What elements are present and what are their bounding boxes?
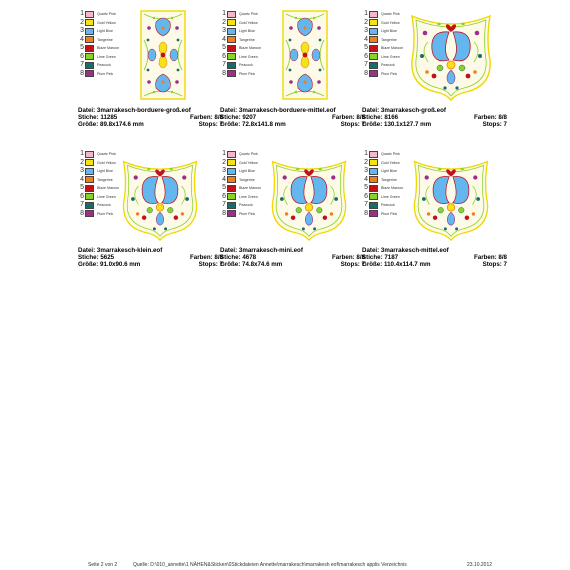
color-swatch bbox=[227, 45, 236, 52]
color-swatch bbox=[227, 176, 236, 183]
legend-color-name: Plum Pink bbox=[381, 71, 398, 76]
legend-number: 4 bbox=[80, 35, 84, 43]
shield-design-image bbox=[118, 156, 202, 242]
color-swatch bbox=[227, 193, 236, 200]
legend-number: 8 bbox=[80, 209, 84, 217]
legend-color-name: Blaze Maroon bbox=[239, 46, 262, 50]
legend-number: 2 bbox=[80, 18, 84, 26]
legend-color-name: Blaze Maroon bbox=[381, 186, 404, 190]
legend-number: 2 bbox=[222, 158, 226, 166]
legend-number: 1 bbox=[80, 150, 84, 157]
file-info bbox=[220, 107, 365, 129]
design-card bbox=[220, 150, 365, 290]
legend-color-name: Lime Green bbox=[381, 194, 400, 199]
color-swatch bbox=[227, 210, 236, 217]
legend-number: 8 bbox=[364, 69, 368, 77]
color-swatch bbox=[369, 36, 378, 43]
design-size: Größe: 74.8x74.6 mm bbox=[220, 261, 283, 269]
legend-color-name: Blaze Maroon bbox=[239, 186, 262, 190]
stop-count: Stops: 7 bbox=[198, 261, 223, 269]
legend-color-name: Blaze Maroon bbox=[97, 46, 120, 50]
file-name: Datei: 3marrakesch-mini.eof bbox=[220, 247, 303, 254]
file-name: Datei: 3marrakesch-mittel.eof bbox=[362, 247, 449, 254]
legend-color-name: Light Blue bbox=[381, 29, 397, 33]
legend-color-name: Gold Yellow bbox=[239, 160, 258, 165]
legend-number: 6 bbox=[364, 52, 368, 60]
file-name: Datei: 3marrakesch-borduere-mittel.eof bbox=[220, 107, 336, 114]
legend-number: 7 bbox=[222, 61, 226, 68]
color-swatch bbox=[227, 185, 236, 192]
file-info bbox=[362, 247, 507, 269]
stitch-count: Stiche: 4678 bbox=[220, 254, 257, 262]
legend-number: 4 bbox=[364, 35, 368, 43]
legend-color-name: Lime Green bbox=[97, 194, 116, 199]
color-swatch bbox=[369, 151, 378, 158]
legend-row bbox=[220, 70, 280, 79]
legend-color-name: Tangerine bbox=[381, 177, 397, 182]
legend-row bbox=[78, 19, 138, 28]
color-swatch bbox=[369, 19, 378, 26]
color-swatch bbox=[369, 70, 378, 77]
color-swatch bbox=[369, 193, 378, 200]
legend-color-name: Lime Green bbox=[381, 54, 400, 59]
legend-number: 2 bbox=[80, 158, 84, 166]
file-name: Datei: 3marrakesch-klein.eof bbox=[78, 247, 163, 254]
stitch-count: Stiche: 8166 bbox=[362, 114, 399, 122]
color-swatch bbox=[85, 185, 94, 192]
legend-color-name: Light Blue bbox=[239, 29, 255, 33]
color-swatch bbox=[369, 176, 378, 183]
border-design-image bbox=[140, 10, 186, 100]
color-legend bbox=[78, 10, 138, 78]
design-card bbox=[220, 10, 365, 150]
color-count: Farben: 8/8 bbox=[331, 254, 365, 262]
color-swatch bbox=[227, 53, 236, 60]
legend-number: 5 bbox=[80, 184, 84, 191]
color-swatch bbox=[369, 45, 378, 52]
color-swatch bbox=[227, 36, 236, 43]
legend-number: 8 bbox=[80, 69, 84, 77]
shield-design-image bbox=[264, 156, 354, 242]
legend-number: 1 bbox=[80, 10, 84, 17]
legend-color-name: Plum Pink bbox=[239, 211, 256, 216]
legend-row bbox=[78, 53, 138, 62]
color-count: Farben: 8/8 bbox=[473, 254, 507, 262]
legend-color-name: Tangerine bbox=[97, 177, 113, 182]
legend-color-name: Peacock bbox=[97, 63, 111, 67]
color-swatch bbox=[85, 62, 94, 69]
legend-number: 5 bbox=[364, 44, 368, 51]
legend-number: 1 bbox=[364, 10, 368, 17]
color-swatch bbox=[85, 70, 94, 77]
color-swatch bbox=[369, 28, 378, 35]
legend-color-name: Peacock bbox=[97, 203, 111, 207]
source-path: Quelle: D:\010_annette\1 NÄHEN&Sticken\0Stickdateien Annette\marrakesch\marrakesh eof\marrakesch applis Verzeichnis bbox=[133, 562, 407, 568]
legend-number: 4 bbox=[364, 175, 368, 183]
color-swatch bbox=[85, 53, 94, 60]
design-card bbox=[78, 150, 223, 290]
legend-number: 1 bbox=[222, 10, 226, 17]
legend-color-name: Light Blue bbox=[97, 169, 113, 173]
legend-number: 3 bbox=[80, 27, 84, 34]
design-size: Größe: 110.4x114.7 mm bbox=[362, 261, 431, 269]
color-swatch bbox=[85, 202, 94, 209]
legend-row bbox=[220, 27, 280, 36]
stitch-count: Stiche: 9207 bbox=[220, 114, 257, 122]
legend-number: 7 bbox=[364, 61, 368, 68]
color-swatch bbox=[227, 70, 236, 77]
date: 23.10.2012 bbox=[467, 562, 493, 568]
legend-color-name: Gold Yellow bbox=[239, 20, 258, 25]
legend-number: 2 bbox=[364, 158, 368, 166]
page-number: Seite 2 von 2 bbox=[88, 562, 118, 568]
legend-number: 6 bbox=[80, 192, 84, 200]
legend-color-name: Peacock bbox=[381, 63, 395, 67]
legend-color-name: Gold Yellow bbox=[97, 20, 116, 25]
legend-number: 4 bbox=[222, 175, 226, 183]
legend-number: 7 bbox=[80, 201, 84, 208]
legend-row bbox=[220, 10, 280, 19]
color-swatch bbox=[369, 11, 378, 18]
legend-number: 6 bbox=[222, 52, 226, 60]
color-swatch bbox=[227, 19, 236, 26]
design-card bbox=[78, 10, 223, 150]
legend-number: 3 bbox=[364, 167, 368, 174]
color-swatch bbox=[227, 28, 236, 35]
color-count: Farben: 8/8 bbox=[473, 114, 507, 122]
legend-color-name: Lime Green bbox=[239, 54, 258, 59]
legend-number: 8 bbox=[364, 209, 368, 217]
legend-number: 2 bbox=[222, 18, 226, 26]
legend-color-name: Quartz Pink bbox=[97, 12, 116, 16]
file-info bbox=[78, 107, 223, 129]
legend-color-name: Blaze Maroon bbox=[381, 46, 404, 50]
stop-count: Stops: 7 bbox=[482, 121, 507, 129]
legend-color-name: Tangerine bbox=[381, 37, 397, 42]
legend-color-name: Tangerine bbox=[97, 37, 113, 42]
design-card bbox=[362, 10, 507, 150]
file-info bbox=[362, 107, 507, 129]
border-design-image bbox=[282, 10, 328, 100]
legend-number: 7 bbox=[80, 61, 84, 68]
color-swatch bbox=[227, 11, 236, 18]
legend-color-name: Quartz Pink bbox=[381, 152, 400, 156]
legend-color-name: Plum Pink bbox=[97, 211, 114, 216]
legend-number: 6 bbox=[364, 192, 368, 200]
stop-count: Stops: 7 bbox=[340, 261, 365, 269]
color-swatch bbox=[227, 202, 236, 209]
legend-number: 3 bbox=[80, 167, 84, 174]
color-swatch bbox=[369, 159, 378, 166]
color-count: Farben: 8/8 bbox=[189, 114, 223, 122]
color-swatch bbox=[85, 28, 94, 35]
legend-number: 8 bbox=[222, 209, 226, 217]
legend-color-name: Blaze Maroon bbox=[97, 186, 120, 190]
legend-color-name: Quartz Pink bbox=[239, 12, 258, 16]
legend-number: 5 bbox=[222, 184, 226, 191]
legend-number: 4 bbox=[222, 35, 226, 43]
legend-number: 6 bbox=[222, 192, 226, 200]
legend-color-name: Light Blue bbox=[239, 169, 255, 173]
color-swatch bbox=[85, 36, 94, 43]
legend-number: 6 bbox=[80, 52, 84, 60]
stitch-count: Stiche: 5625 bbox=[78, 254, 115, 262]
legend-row bbox=[220, 61, 280, 70]
color-swatch bbox=[85, 19, 94, 26]
legend-number: 4 bbox=[80, 175, 84, 183]
shield-design-image bbox=[406, 10, 496, 102]
legend-color-name: Peacock bbox=[239, 63, 253, 67]
legend-row bbox=[78, 27, 138, 36]
color-swatch bbox=[369, 168, 378, 175]
color-swatch bbox=[85, 193, 94, 200]
color-swatch bbox=[85, 176, 94, 183]
color-swatch bbox=[369, 185, 378, 192]
color-swatch bbox=[227, 151, 236, 158]
design-size: Größe: 72.8x141.8 mm bbox=[220, 121, 286, 129]
legend-number: 5 bbox=[364, 184, 368, 191]
file-name: Datei: 3marrakesch-borduere-groß.eof bbox=[78, 107, 191, 114]
color-swatch bbox=[85, 168, 94, 175]
legend-color-name: Gold Yellow bbox=[381, 20, 400, 25]
legend-color-name: Tangerine bbox=[239, 177, 255, 182]
stitch-count: Stiche: 7187 bbox=[362, 254, 399, 262]
color-swatch bbox=[369, 210, 378, 217]
legend-color-name: Gold Yellow bbox=[97, 160, 116, 165]
color-swatch bbox=[85, 45, 94, 52]
design-size: Größe: 130.1x127.7 mm bbox=[362, 121, 432, 129]
stop-count: Stops: 7 bbox=[198, 121, 223, 129]
legend-number: 3 bbox=[222, 27, 226, 34]
color-swatch bbox=[85, 159, 94, 166]
legend-color-name: Quartz Pink bbox=[381, 12, 400, 16]
color-swatch bbox=[227, 168, 236, 175]
legend-number: 5 bbox=[222, 44, 226, 51]
legend-color-name: Light Blue bbox=[381, 169, 397, 173]
legend-color-name: Peacock bbox=[239, 203, 253, 207]
legend-color-name: Peacock bbox=[381, 203, 395, 207]
design-size: Größe: 91.0x90.6 mm bbox=[78, 261, 141, 269]
legend-color-name: Plum Pink bbox=[381, 211, 398, 216]
legend-color-name: Quartz Pink bbox=[239, 152, 258, 156]
color-swatch bbox=[369, 62, 378, 69]
legend-color-name: Lime Green bbox=[239, 194, 258, 199]
legend-row bbox=[78, 36, 138, 45]
shield-design-image bbox=[406, 156, 496, 242]
stop-count: Stops: 7 bbox=[482, 261, 507, 269]
legend-row bbox=[220, 36, 280, 45]
color-swatch bbox=[85, 151, 94, 158]
legend-number: 7 bbox=[222, 201, 226, 208]
stop-count: Stops: 7 bbox=[340, 121, 365, 129]
legend-number: 1 bbox=[364, 150, 368, 157]
legend-number: 5 bbox=[80, 44, 84, 51]
legend-row bbox=[220, 53, 280, 62]
legend-number: 1 bbox=[222, 150, 226, 157]
legend-row bbox=[220, 19, 280, 28]
color-swatch bbox=[85, 210, 94, 217]
legend-row bbox=[220, 44, 280, 53]
legend-number: 3 bbox=[222, 167, 226, 174]
legend-row bbox=[78, 61, 138, 70]
legend-number: 2 bbox=[364, 18, 368, 26]
file-name: Datei: 3marrakesch-groß.eof bbox=[362, 107, 446, 114]
legend-row bbox=[78, 10, 138, 19]
legend-color-name: Quartz Pink bbox=[97, 152, 116, 156]
design-size: Größe: 89.8x174.6 mm bbox=[78, 121, 144, 129]
legend-number: 8 bbox=[222, 69, 226, 77]
file-info bbox=[78, 247, 223, 269]
color-swatch bbox=[85, 11, 94, 18]
file-info bbox=[220, 247, 365, 269]
legend-color-name: Lime Green bbox=[97, 54, 116, 59]
color-swatch bbox=[227, 159, 236, 166]
legend-color-name: Light Blue bbox=[97, 29, 113, 33]
color-swatch bbox=[369, 53, 378, 60]
color-swatch bbox=[369, 202, 378, 209]
legend-color-name: Tangerine bbox=[239, 37, 255, 42]
legend-row bbox=[78, 70, 138, 79]
legend-color-name: Plum Pink bbox=[239, 71, 256, 76]
color-swatch bbox=[227, 62, 236, 69]
design-card bbox=[362, 150, 507, 290]
legend-number: 3 bbox=[364, 27, 368, 34]
color-count: Farben: 8/8 bbox=[331, 114, 365, 122]
legend-color-name: Gold Yellow bbox=[381, 160, 400, 165]
legend-row bbox=[78, 44, 138, 53]
stitch-count: Stiche: 11285 bbox=[78, 114, 118, 122]
legend-color-name: Plum Pink bbox=[97, 71, 114, 76]
color-count: Farben: 8/8 bbox=[189, 254, 223, 262]
legend-number: 7 bbox=[364, 201, 368, 208]
color-legend bbox=[220, 10, 280, 78]
